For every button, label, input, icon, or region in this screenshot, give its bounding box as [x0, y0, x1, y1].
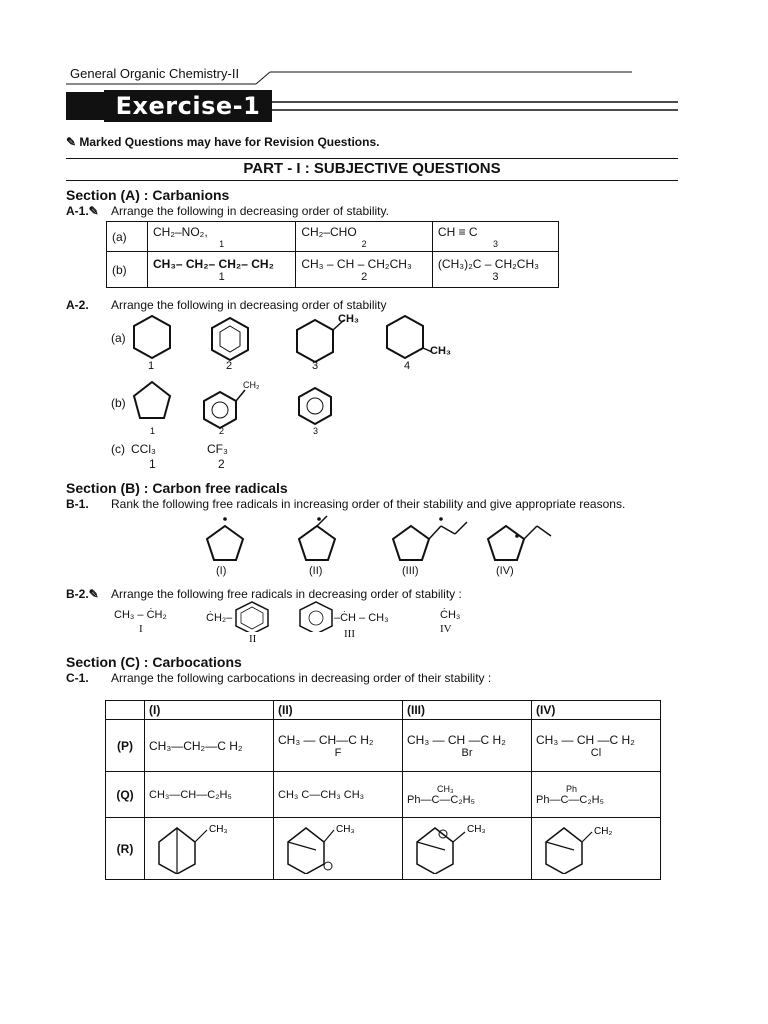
c1-top: CH₃ [437, 783, 454, 794]
c1-table [105, 700, 661, 880]
a1-num: 3 [492, 238, 498, 249]
ring-3 [297, 320, 333, 362]
ring-2 [212, 318, 248, 360]
title-bar-decoration [66, 92, 106, 120]
bicyclic-2 [278, 820, 398, 874]
c1-formula: CH₃ — CH —C H₂ [536, 732, 635, 747]
a1-label: A-1.✎ [66, 204, 99, 218]
section-c-heading: Section (C) : Carbocations [66, 654, 242, 670]
a2-ch3: CH₃ [338, 313, 359, 325]
header-rule [66, 70, 636, 90]
c1-cell [274, 720, 403, 772]
exercise-title: Exercise-1 [104, 90, 272, 122]
c1-label: C-1. [66, 671, 89, 685]
a1-item: CH₂–NO₂, [153, 224, 208, 239]
chapter-title: General Organic Chemistry-II [70, 66, 240, 81]
c1-row-tag: (P) [106, 720, 145, 772]
a2-c-tag: (c) [111, 442, 125, 456]
c1-cell [274, 772, 403, 818]
c1-formula: CH₃ C—CH₃ CH₃ [278, 788, 365, 801]
c1-formula: Ph—C—C₂H₅ [407, 793, 475, 806]
a1-num: 3 [492, 270, 499, 283]
a1-item: CH ≡ C [437, 224, 478, 239]
c1-row-q [106, 772, 661, 818]
a1-num: 1 [219, 238, 225, 249]
ring-1 [134, 316, 170, 358]
c1-col-head: (IV) [532, 701, 661, 720]
c1-cell [145, 720, 274, 772]
a1-tag: (b) [107, 252, 148, 288]
b1-label-i: (I) [216, 565, 227, 577]
a2-c-item: CF₃ [207, 442, 228, 456]
c1-cell [403, 720, 532, 772]
b2-roman: III [344, 628, 355, 640]
a2-b-num: 2 [219, 426, 225, 436]
title-rule [272, 96, 678, 118]
c1-cell [145, 818, 274, 880]
radical-1 [207, 526, 243, 560]
c1-r-label: CH₃ [209, 824, 228, 835]
c1-question: Arrange the following carbocations in decreasing order of their stability : [111, 671, 492, 685]
b2-roman: II [249, 633, 257, 645]
a1-cell [296, 252, 433, 288]
c1-formula: CH₃—CH₂—C H₂ [149, 738, 243, 753]
c1-r-label: CH₃ [467, 824, 486, 835]
c1-col-head: (I) [145, 701, 274, 720]
c1-sub: Cl [590, 746, 602, 759]
c1-row-tag: (Q) [106, 772, 145, 818]
a1-question: Arrange the following in decreasing order of stability. [111, 204, 389, 218]
a1-item: CH₃– CH₂– CH₂– CH₂ [153, 256, 274, 271]
c1-row-tag: (R) [106, 818, 145, 880]
radical-3 [393, 526, 429, 560]
a1-num: 1 [218, 270, 225, 283]
a2-c-num: 1 [149, 457, 156, 471]
c1-cell [274, 818, 403, 880]
a1-num: 2 [361, 238, 367, 249]
a2-a-structures [130, 312, 470, 374]
b1-structures [195, 512, 565, 564]
c1-row-r [106, 818, 661, 880]
c1-col-head: (III) [403, 701, 532, 720]
c1-cell [532, 818, 661, 880]
phenyl-ring [299, 388, 331, 424]
b1-question: Rank the following free radicals in increasing order of their stability and give appropriate reasons. [111, 497, 626, 511]
c1-r-label: CH₃ [336, 824, 355, 835]
a2-label: A-2. [66, 298, 89, 312]
a2-a-num: 1 [148, 360, 155, 372]
a1-cell [148, 222, 296, 252]
b2-roman: I [139, 623, 143, 635]
bicyclic-4 [536, 820, 656, 874]
a2-a-num: 3 [312, 360, 319, 372]
a1-table [106, 221, 559, 288]
a1-item: (CH₃)₂C – CH₂CH₃ [437, 256, 540, 271]
c1-cell [403, 772, 532, 818]
section-a-heading: Section (A) : Carbanions [66, 187, 230, 203]
benzyl-ring [204, 392, 236, 428]
c1-formula: CH₃—CH—C₂H₅ [149, 788, 232, 801]
revision-note: ✎ Marked Questions may have for Revision Questions. [66, 135, 380, 149]
a2-b-ch2: CH₂ [243, 380, 260, 390]
a2-question: Arrange the following in decreasing order of stability [111, 298, 387, 312]
c1-cell [403, 818, 532, 880]
c1-col-head: (II) [274, 701, 403, 720]
ring-2-inner [220, 326, 240, 352]
b2-item: CH₃ – ĊH₂ [114, 609, 167, 621]
c1-formula: CH₃ — CH—C H₂ [278, 732, 374, 747]
b2-label: B-2.✎ [66, 587, 99, 601]
ring-4 [387, 316, 423, 358]
b2-item: ĊH₃ [440, 609, 461, 621]
a1-cell [432, 222, 558, 252]
a2-a-num: 2 [226, 360, 233, 372]
a1-cell [148, 252, 296, 288]
c1-top: Ph [566, 783, 578, 794]
c1-sub: Br [461, 746, 473, 759]
a1-cell [296, 222, 433, 252]
a1-cell [432, 252, 558, 288]
cyclopentadienyl [134, 382, 170, 418]
radical-2 [299, 526, 335, 560]
c1-row-p [106, 720, 661, 772]
a1-row-a [107, 222, 559, 252]
a1-item: CH₃ – CH – CH₂CH₃ [301, 256, 412, 271]
c1-r-label: CH₂ [594, 826, 613, 837]
b2-item: –ĊH – CH₃ [334, 612, 389, 624]
section-b-heading: Section (B) : Carbon free radicals [66, 480, 288, 496]
b2-item: ĊH₂– [206, 612, 233, 624]
c1-formula: CH₃ — CH —C H₂ [407, 732, 506, 747]
a2-b-tag: (b) [111, 396, 126, 410]
c1-cell [145, 772, 274, 818]
radical-4 [488, 526, 524, 560]
bicyclic-3 [407, 820, 527, 874]
a1-tag: (a) [107, 222, 148, 252]
a2-b-num: 3 [313, 426, 319, 436]
c1-sub: F [334, 746, 342, 759]
b2-roman: IV [440, 623, 452, 635]
a2-a-tag: (a) [111, 331, 126, 345]
c1-corner [106, 701, 145, 720]
a2-a-num: 4 [404, 360, 411, 372]
a1-row-b [107, 252, 559, 288]
part-title: PART - I : SUBJECTIVE QUESTIONS [66, 158, 678, 181]
a1-item: CH₂–CHO [301, 224, 357, 239]
c1-cell [532, 720, 661, 772]
b1-label: B-1. [66, 497, 89, 511]
b2-question: Arrange the following free radicals in decreasing order of stability : [111, 587, 462, 601]
a2-c-num: 2 [218, 457, 225, 471]
a2-b-num: 1 [150, 426, 156, 436]
c1-header-row [106, 701, 661, 720]
b1-label-iii: (III) [402, 565, 419, 577]
a2-b-structures [130, 378, 350, 430]
c1-cell [532, 772, 661, 818]
a1-num: 2 [361, 270, 368, 283]
a2-ch3: CH₃ [430, 345, 451, 357]
a2-c-item: CCl₃ [131, 442, 156, 456]
b1-label-ii: (II) [309, 565, 323, 577]
b1-label-iv: (IV) [496, 565, 514, 577]
bicyclic-1 [149, 820, 269, 874]
c1-formula: Ph—C—C₂H₅ [536, 793, 604, 806]
